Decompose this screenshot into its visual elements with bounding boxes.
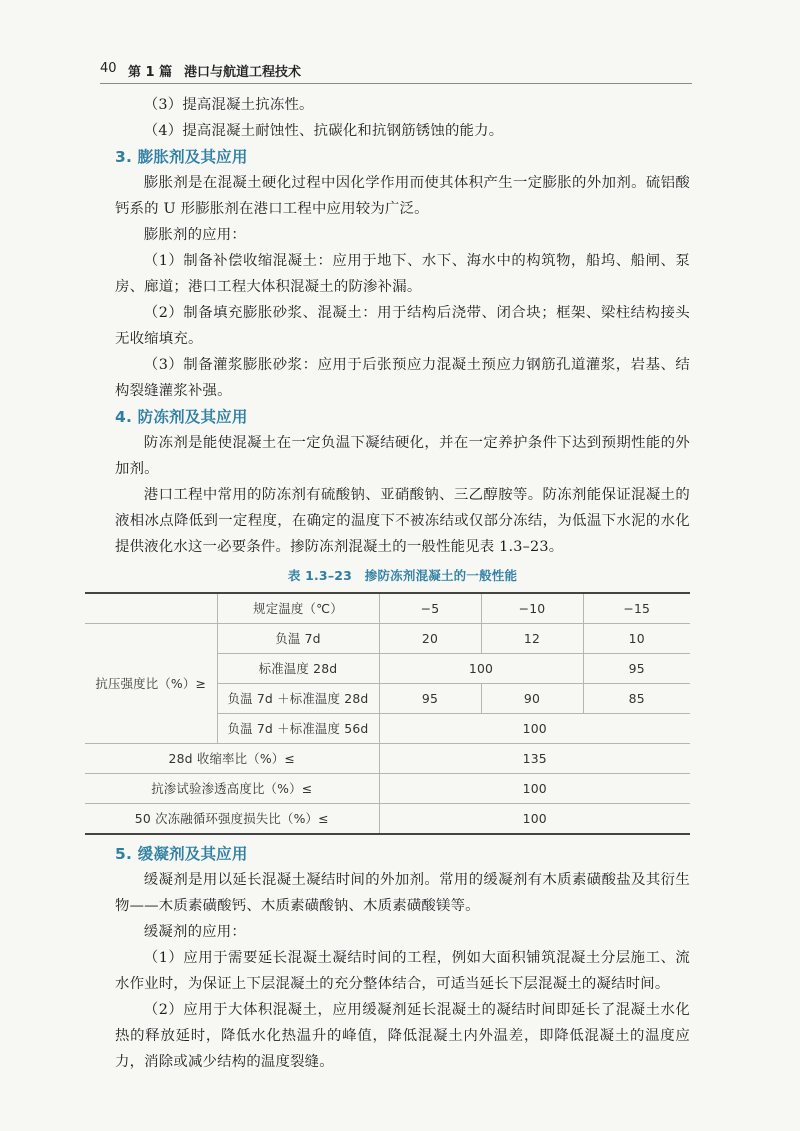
table-cell: 95 xyxy=(379,684,481,714)
row-label: 负温 7d ＋标准温度 56d xyxy=(217,714,379,744)
row-label: 抗渗试验渗透高度比（%）≤ xyxy=(85,774,379,804)
table-cell: 12 xyxy=(481,624,583,654)
retarder-use-item: （1）应用于需要延长混凝土凝结时间的工程，例如大面积铺筑混凝土分层施工、流水作业时，为保证上下层混凝土的充分整体结合，可适当延长下层混凝土的凝结时间。 xyxy=(115,950,690,992)
row-label: 规定温度（℃） xyxy=(217,593,379,624)
table-row xyxy=(85,804,690,835)
row-label: 标准温度 28d xyxy=(217,654,379,684)
antifreeze-performance-table xyxy=(85,592,690,835)
table-caption: 表 1.3–23 掺防冻剂混凝土的一般性能 xyxy=(287,568,518,583)
table-cell: 100 xyxy=(379,654,583,684)
retarder-definition: 缓凝剂是用以延长混凝土凝结时间的外加剂。常用的缓凝剂有木质素磺酸盐及其衍生物——木质素磺酸钙、木质素磺酸钠、木质素磺酸镁等。 xyxy=(115,872,690,914)
antifreeze-description: 港口工程中常用的防冻剂有硫酸钠、亚硝酸钠、三乙醇胺等。防冻剂能保证混凝土的液相冰点降低到一定程度，在确定的温度下不被冻结或仅部分冻结，为低温下水泥的水化提供液化水这一必要条件。掺防冻剂混凝土的一般性能见表 1.3–23。 xyxy=(115,487,690,555)
chapter-title: 港口与航道工程技术 xyxy=(184,65,302,80)
table-row xyxy=(85,593,690,624)
row-label: 50 次冻融循环强度损失比（%）≤ xyxy=(85,804,379,835)
intro-item-4: （4）提高混凝土耐蚀性、抗碳化和抗钢筋锈蚀的能力。 xyxy=(143,123,504,139)
expansive-use-item: （1）制备补偿收缩混凝土：应用于地下、水下、海水中的构筑物，船坞、船闸、泵房、廊道；港口工程大体积混凝土的防渗补漏。 xyxy=(115,253,690,295)
page-number: 40 xyxy=(100,61,117,76)
page-body xyxy=(95,92,690,1075)
antifreeze-definition: 防冻剂是能使混凝土在一定负温下凝结硬化，并在一定养护条件下达到预期性能的外加剂。 xyxy=(115,435,690,477)
section-heading-antifreeze: 4. 防冻剂及其应用 xyxy=(115,408,248,426)
section-heading-retarder: 5. 缓凝剂及其应用 xyxy=(115,845,248,863)
table-cell: 10 xyxy=(583,624,690,654)
expansive-use-item: （3）制备灌浆膨胀砂浆：应用于后张预应力混凝土预应力钢筋孔道灌浆，岩基、结构裂缝灌浆补强。 xyxy=(115,357,690,399)
row-label: 负温 7d ＋标准温度 28d xyxy=(217,684,379,714)
header-divider xyxy=(100,83,692,84)
intro-item-3: （3）提高混凝土抗冻性。 xyxy=(143,97,314,113)
performance-table-wrap xyxy=(95,592,690,835)
chapter-label: 第 1 篇 xyxy=(128,65,173,80)
table-cell: −10 xyxy=(481,593,583,624)
group-label: 抗压强度比（%）≥ xyxy=(85,624,217,744)
table-cell: −15 xyxy=(583,593,690,624)
table-row xyxy=(85,624,690,654)
table-cell: 20 xyxy=(379,624,481,654)
table-cell: 100 xyxy=(379,774,690,804)
table-cell: 100 xyxy=(379,804,690,835)
table-row xyxy=(85,744,690,774)
expansive-definition: 膨胀剂是在混凝土硬化过程中因化学作用而使其体积产生一定膨胀的外加剂。硫铝酸钙系的 U 形膨胀剂在港口工程中应用较为广泛。 xyxy=(115,175,690,217)
retarder-use-item: （2）应用于大体积混凝土，应用缓凝剂延长混凝土的凝结时间即延长了混凝土水化热的释放延时，降低水化热温升的峰值，降低混凝土内外温差，即降低混凝土的温度应力，消除或减少结构的温度裂缝。 xyxy=(115,1002,690,1070)
expansive-use-label: 膨胀剂的应用： xyxy=(143,227,246,243)
table-row xyxy=(85,774,690,804)
section-heading-expansive: 3. 膨胀剂及其应用 xyxy=(115,148,248,166)
table-cell: 90 xyxy=(481,684,583,714)
table-cell: 100 xyxy=(379,714,690,744)
table-cell: −5 xyxy=(379,593,481,624)
table-cell: 135 xyxy=(379,744,690,774)
table-cell: 95 xyxy=(583,654,690,684)
table-cell: 85 xyxy=(583,684,690,714)
running-header xyxy=(100,58,720,80)
retarder-use-label: 缓凝剂的应用： xyxy=(143,924,246,940)
row-label: 负温 7d xyxy=(217,624,379,654)
expansive-use-item: （2）制备填充膨胀砂浆、混凝土：用于结构后浇带、闭合块；框架、梁柱结构接头无收缩填充。 xyxy=(115,305,690,347)
row-label: 28d 收缩率比（%）≤ xyxy=(85,744,379,774)
